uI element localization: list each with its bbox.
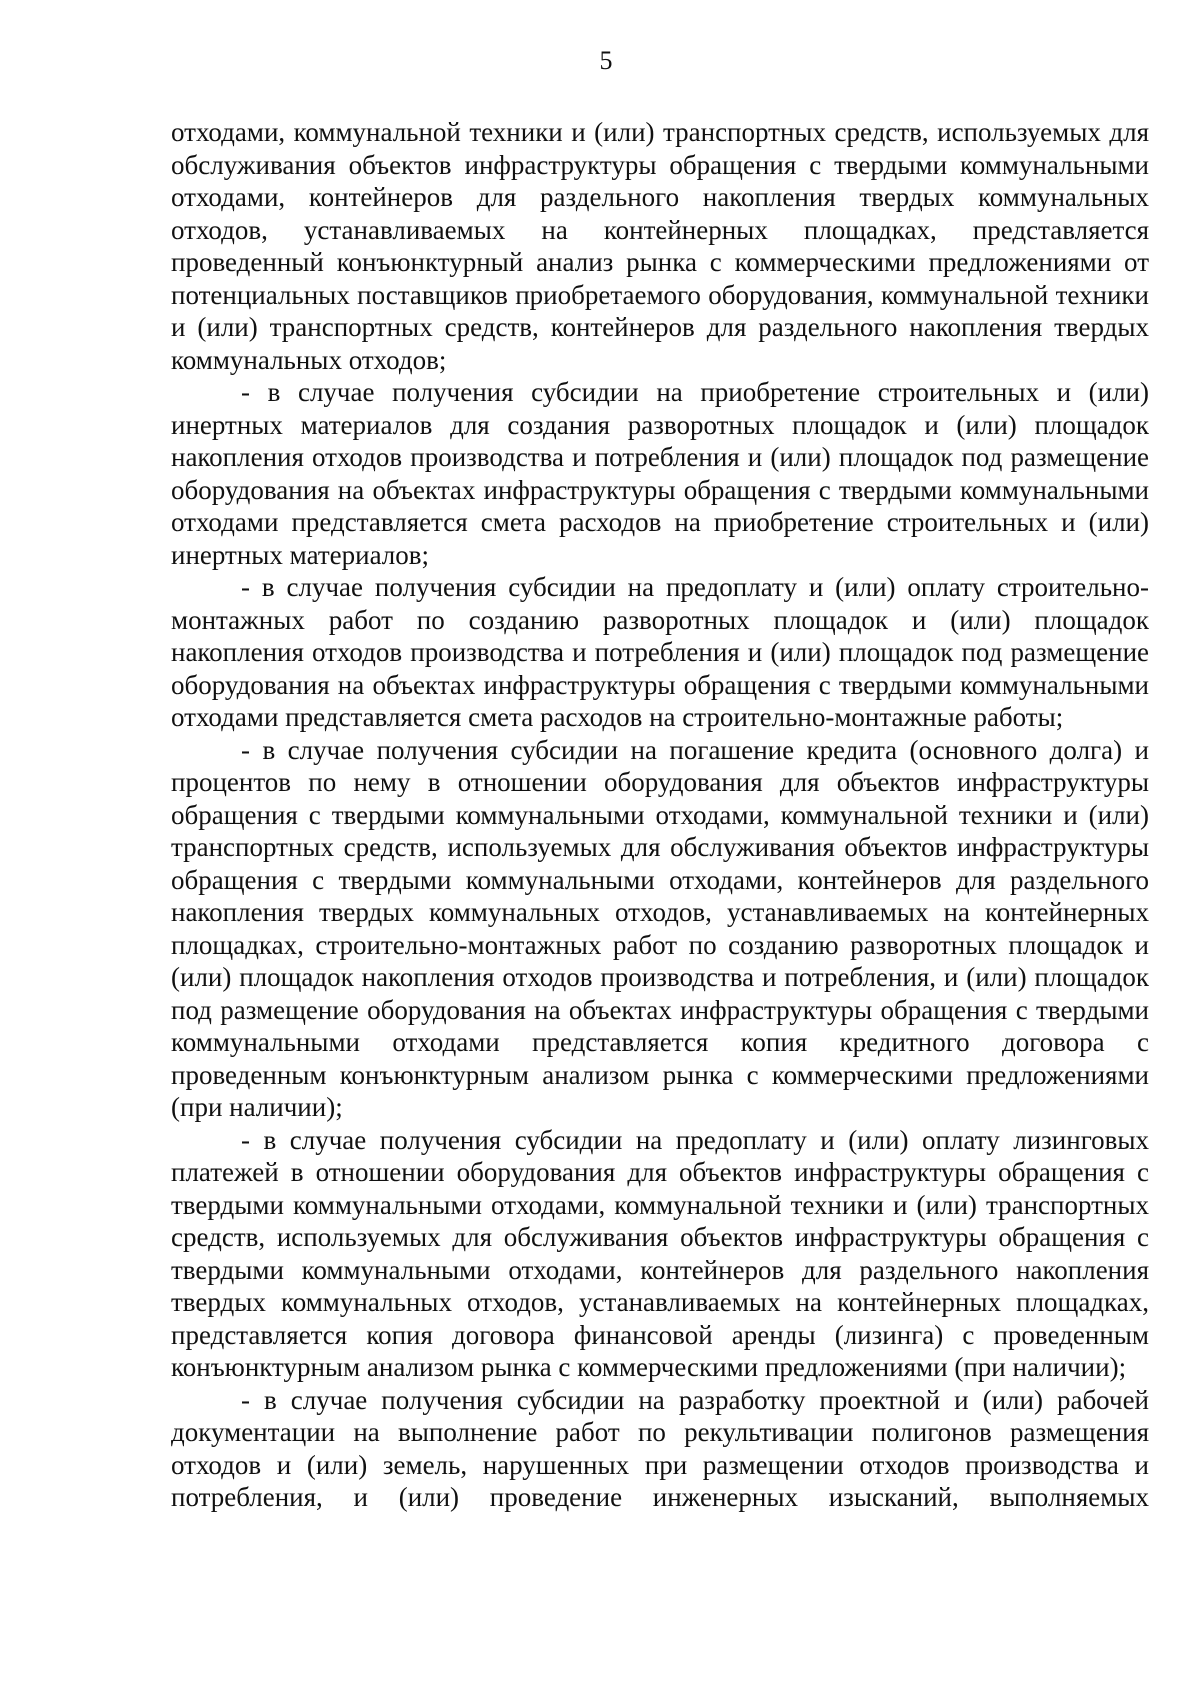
page-number: 5 <box>599 46 613 75</box>
paragraph-continued: отходами, коммунальной техники и (или) транспортных средств, используемых для обслуживания объектов инфраструктуры обращения с твердыми коммунальными отходами, контейнеров для раздельного накопления твердых коммунальных отходов, устанавливаемых на контейнерных площадках, представляется проведенный конъюнктурный анализ рынка с коммерческими предложениями от потенциальных поставщиков приобретаемого оборудования, коммунальной техники и (или) транспортных средств, контейнеров для раздельного накопления твердых коммунальных отходов; <box>171 117 1149 375</box>
paragraph-building-materials: - в случае получения субсидии на приобретение строительных и (или) инертных материалов для создания разворотных площадок и (или) площадок накопления отходов производства и потребления и (или) площадок под размещение оборудования на объектах инфраструктуры обращения с твердыми коммунальными отходами представляется смета расходов на приобретение строительных и (или) инертных материалов; <box>171 377 1149 570</box>
document-body <box>171 116 1149 1514</box>
paragraph-construction-works: - в случае получения субсидии на предоплату и (или) оплату строительно-монтажных работ по созданию разворотных площадок и (или) площадок накопления отходов производства и потребления и (или) площадок под размещение оборудования на объектах инфраструктуры обращения с твердыми коммунальными отходами представляется смета расходов на строительно-монтажные работы; <box>171 572 1149 732</box>
paragraph-leasing-payments: - в случае получения субсидии на предоплату и (или) оплату лизинговых платежей в отношении оборудования для объектов инфраструктуры обращения с твердыми коммунальными отходами, коммунальной техники и (или) транспортных средств, используемых для обслуживания объектов инфраструктуры обращения с твердыми коммунальными отходами, контейнеров для раздельного накопления твердых коммунальных отходов, устанавливаемых на контейнерных площадках, представляется копия договора финансовой аренды (лизинга) с проведенным конъюнктурным анализом рынка с коммерческими предложениями (при наличии); <box>171 1124 1149 1382</box>
paragraph-credit-repayment: - в случае получения субсидии на погашение кредита (основного долга) и процентов по нему в отношении оборудования для объектов инфраструктуры обращения с твердыми коммунальными отходами, коммунальной техники и (или) транспортных средств, используемых для обслуживания объектов инфраструктуры обращения с твердыми коммунальными отходами, контейнеров для раздельного накопления твердых коммунальных отходов, устанавливаемых на контейнерных площадках, строительно-монтажных работ по созданию разворотных площадок и (или) площадок накопления отходов производства и потребления, и (или) площадок под размещение оборудования на объектах инфраструктуры обращения с твердыми коммунальными отходами представляется копия кредитного договора с проведенным конъюнктурным анализом рынка с коммерческими предложениями (при наличии); <box>171 734 1149 1122</box>
paragraph-project-documentation: - в случае получения субсидии на разработку проектной и (или) рабочей документации на выполнение работ по рекультивации полигонов размещения отходов и (или) земель, нарушенных при размещении отходов производства и потребления, и (или) проведение инженерных изысканий, выполняемых <box>171 1384 1149 1512</box>
